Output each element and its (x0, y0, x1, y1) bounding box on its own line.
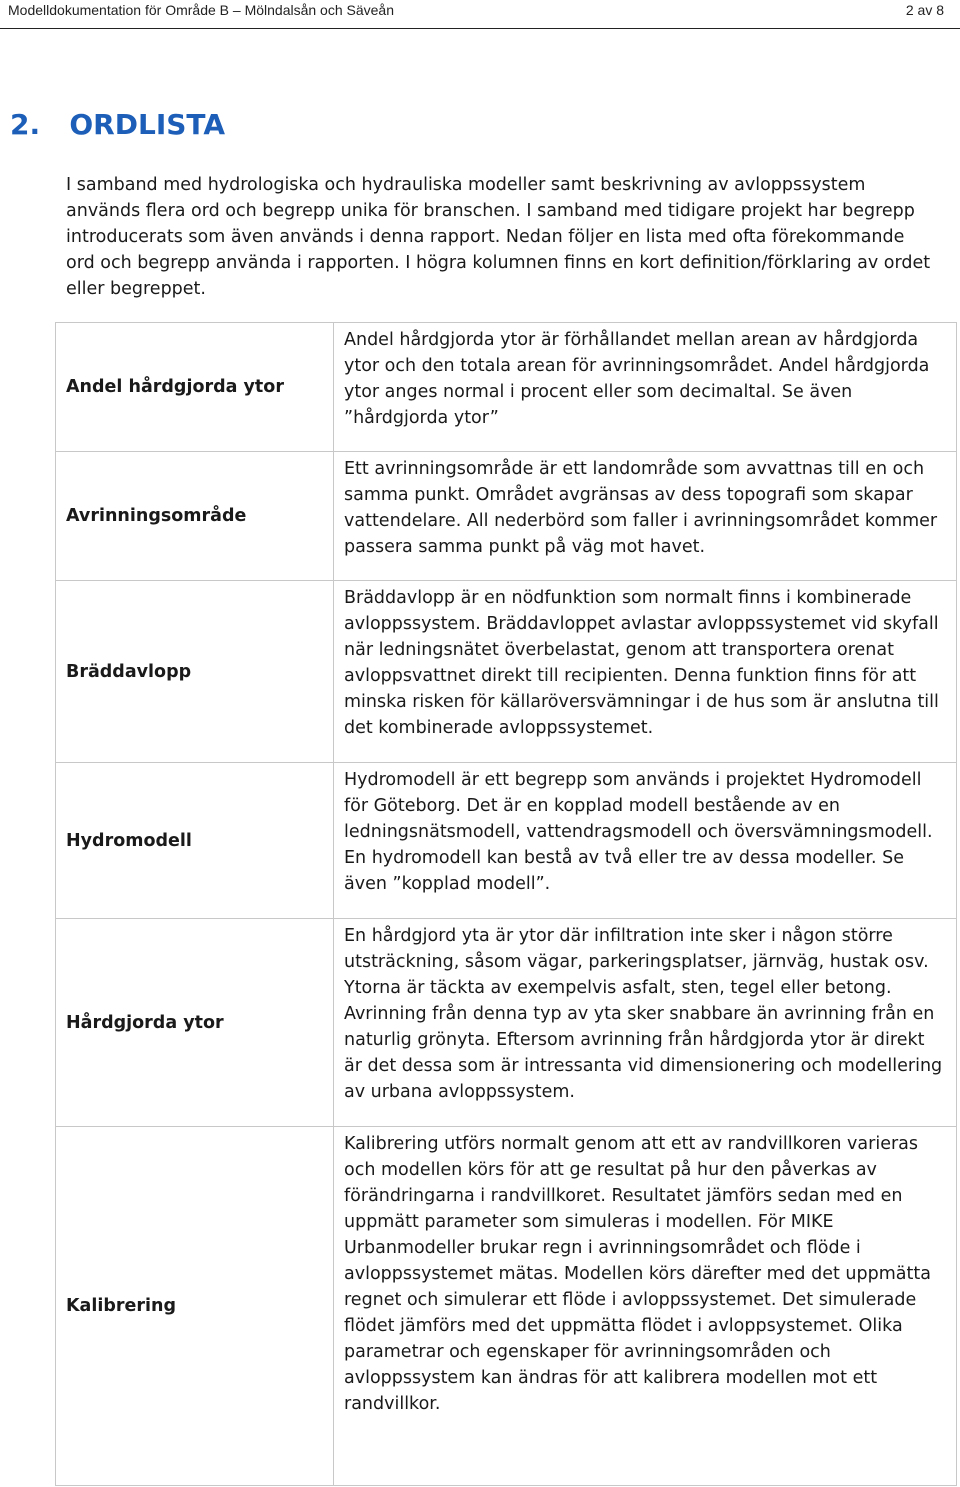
glossary-row (56, 919, 957, 1127)
glossary-term: Hårdgjorda ytor (66, 1012, 224, 1033)
glossary-definition: Kalibrering utförs normalt genom att ett av randvillkoren varieras och modellen körs för att ge resultat på hur den påverkas av förändringarna i randvillkoret. Resultatet jämförs sedan med en uppmätt parameter som simuleras i modellen. För MIKE Urbanmodeller brukar regn i avrinningsområdet och flöde i avloppssystemet mätas. Modellen körs därefter med det uppmätta regnet och simulerar ett flöde i avloppssystemet. Det simulerade flödet jämförs med det uppmätta flödet i avloppsystemet. Olika parametrar och egenskaper för avrinningsområden och avloppssystem kan ändras för att kalibrera modellen mot ett randvillkor. (344, 1134, 931, 1414)
glossary-row (56, 763, 957, 919)
definition-cell (334, 581, 957, 763)
glossary-row (56, 452, 957, 581)
term-cell (56, 581, 334, 763)
glossary-definition: En hårdgjord yta är ytor där infiltration inte sker i någon större utsträckning, såsom vägar, parkeringsplatser, järnväg, hustak osv. Ytorna är täckta av exempelvis asfalt, sten, tegel eller betong. Avrinning från denna typ av yta sker snabbare än avrinning från en naturlig grönyta. Eftersom avrinning från hårdgjorda ytor är direkt är det dessa som är intressanta vid dimensionering och modellering av urbana avloppssystem. (344, 926, 943, 1102)
section-title: ORDLISTA (69, 108, 226, 141)
glossary-row (56, 581, 957, 763)
page-number: 2 av 8 (905, 2, 944, 18)
glossary-row (56, 1127, 957, 1486)
glossary-term: Kalibrering (66, 1296, 177, 1316)
glossary-term: Bräddavlopp (66, 661, 192, 682)
glossary-definition: Ett avrinningsområde är ett landområde som avvattnas till en och samma punkt. Området avgränsas av dess topografi som skapar vattendelare. All nederbörd som faller i avrinningsområdet kommer passera samma punkt på väg mot havet. (344, 459, 938, 557)
glossary-table (55, 322, 957, 1486)
page-header (0, 0, 960, 29)
glossary-term: Avrinningsområde (66, 506, 247, 526)
glossary-definition: Andel hårdgjorda ytor är förhållandet mellan arean av hårdgjorda ytor och den totala arean för avrinningsområdet. Andel hårdgjorda ytor anges normal i procent eller som decimaltal. Se även ”hårdgjorda ytor” (344, 330, 930, 428)
term-cell (56, 1127, 334, 1486)
glossary-term: Hydromodell (66, 830, 192, 851)
term-cell (56, 919, 334, 1127)
document-title: Modelldokumentation för Område B – Mölndalsån och Säveån (8, 2, 394, 18)
term-cell (56, 763, 334, 919)
section-heading (10, 108, 225, 141)
glossary-definition: Hydromodell är ett begrepp som används i projektet Hydromodell för Göteborg. Det är en kopplad modell bestående av en ledningsnätsmodell, vattendragsmodell och översvämningsmodell. En hydromodell kan bestå av två eller tre av dessa modeller. Se även ”kopplad modell”. (344, 770, 933, 894)
glossary-definition: Bräddavlopp är en nödfunktion som normalt finns i kombinerade avloppssystem. Bräddavloppet avlastar avloppssystemet vid skyfall när ledningsnätet överbelastat, genom att transportera orenat avloppsvattnet direkt till recipienten. Denna funktion finns för att minska risken för källaröversvämningar i de hus som är anslutna till det kombinerade avloppssystemet. (344, 588, 939, 738)
definition-cell (334, 919, 957, 1127)
section-number: 2. (10, 108, 41, 141)
term-cell (56, 323, 334, 452)
definition-cell (334, 1127, 957, 1486)
definition-cell (334, 763, 957, 919)
intro-paragraph: I samband med hydrologiska och hydrauliska modeller samt beskrivning av avloppssystem används flera ord och begrepp unika för branschen. I samband med tidigare projekt har begrepp introducerats som även används i denna rapport. Nedan följer en lista med ofta förekommande ord och begrepp använda i rapporten. I högra kolumnen finns en kort definition/förklaring av ordet eller begreppet. (66, 175, 931, 299)
definition-cell (334, 323, 957, 452)
glossary-row (56, 323, 957, 452)
definition-cell (334, 452, 957, 581)
glossary-term: Andel hårdgjorda ytor (66, 377, 284, 397)
term-cell (56, 452, 334, 581)
